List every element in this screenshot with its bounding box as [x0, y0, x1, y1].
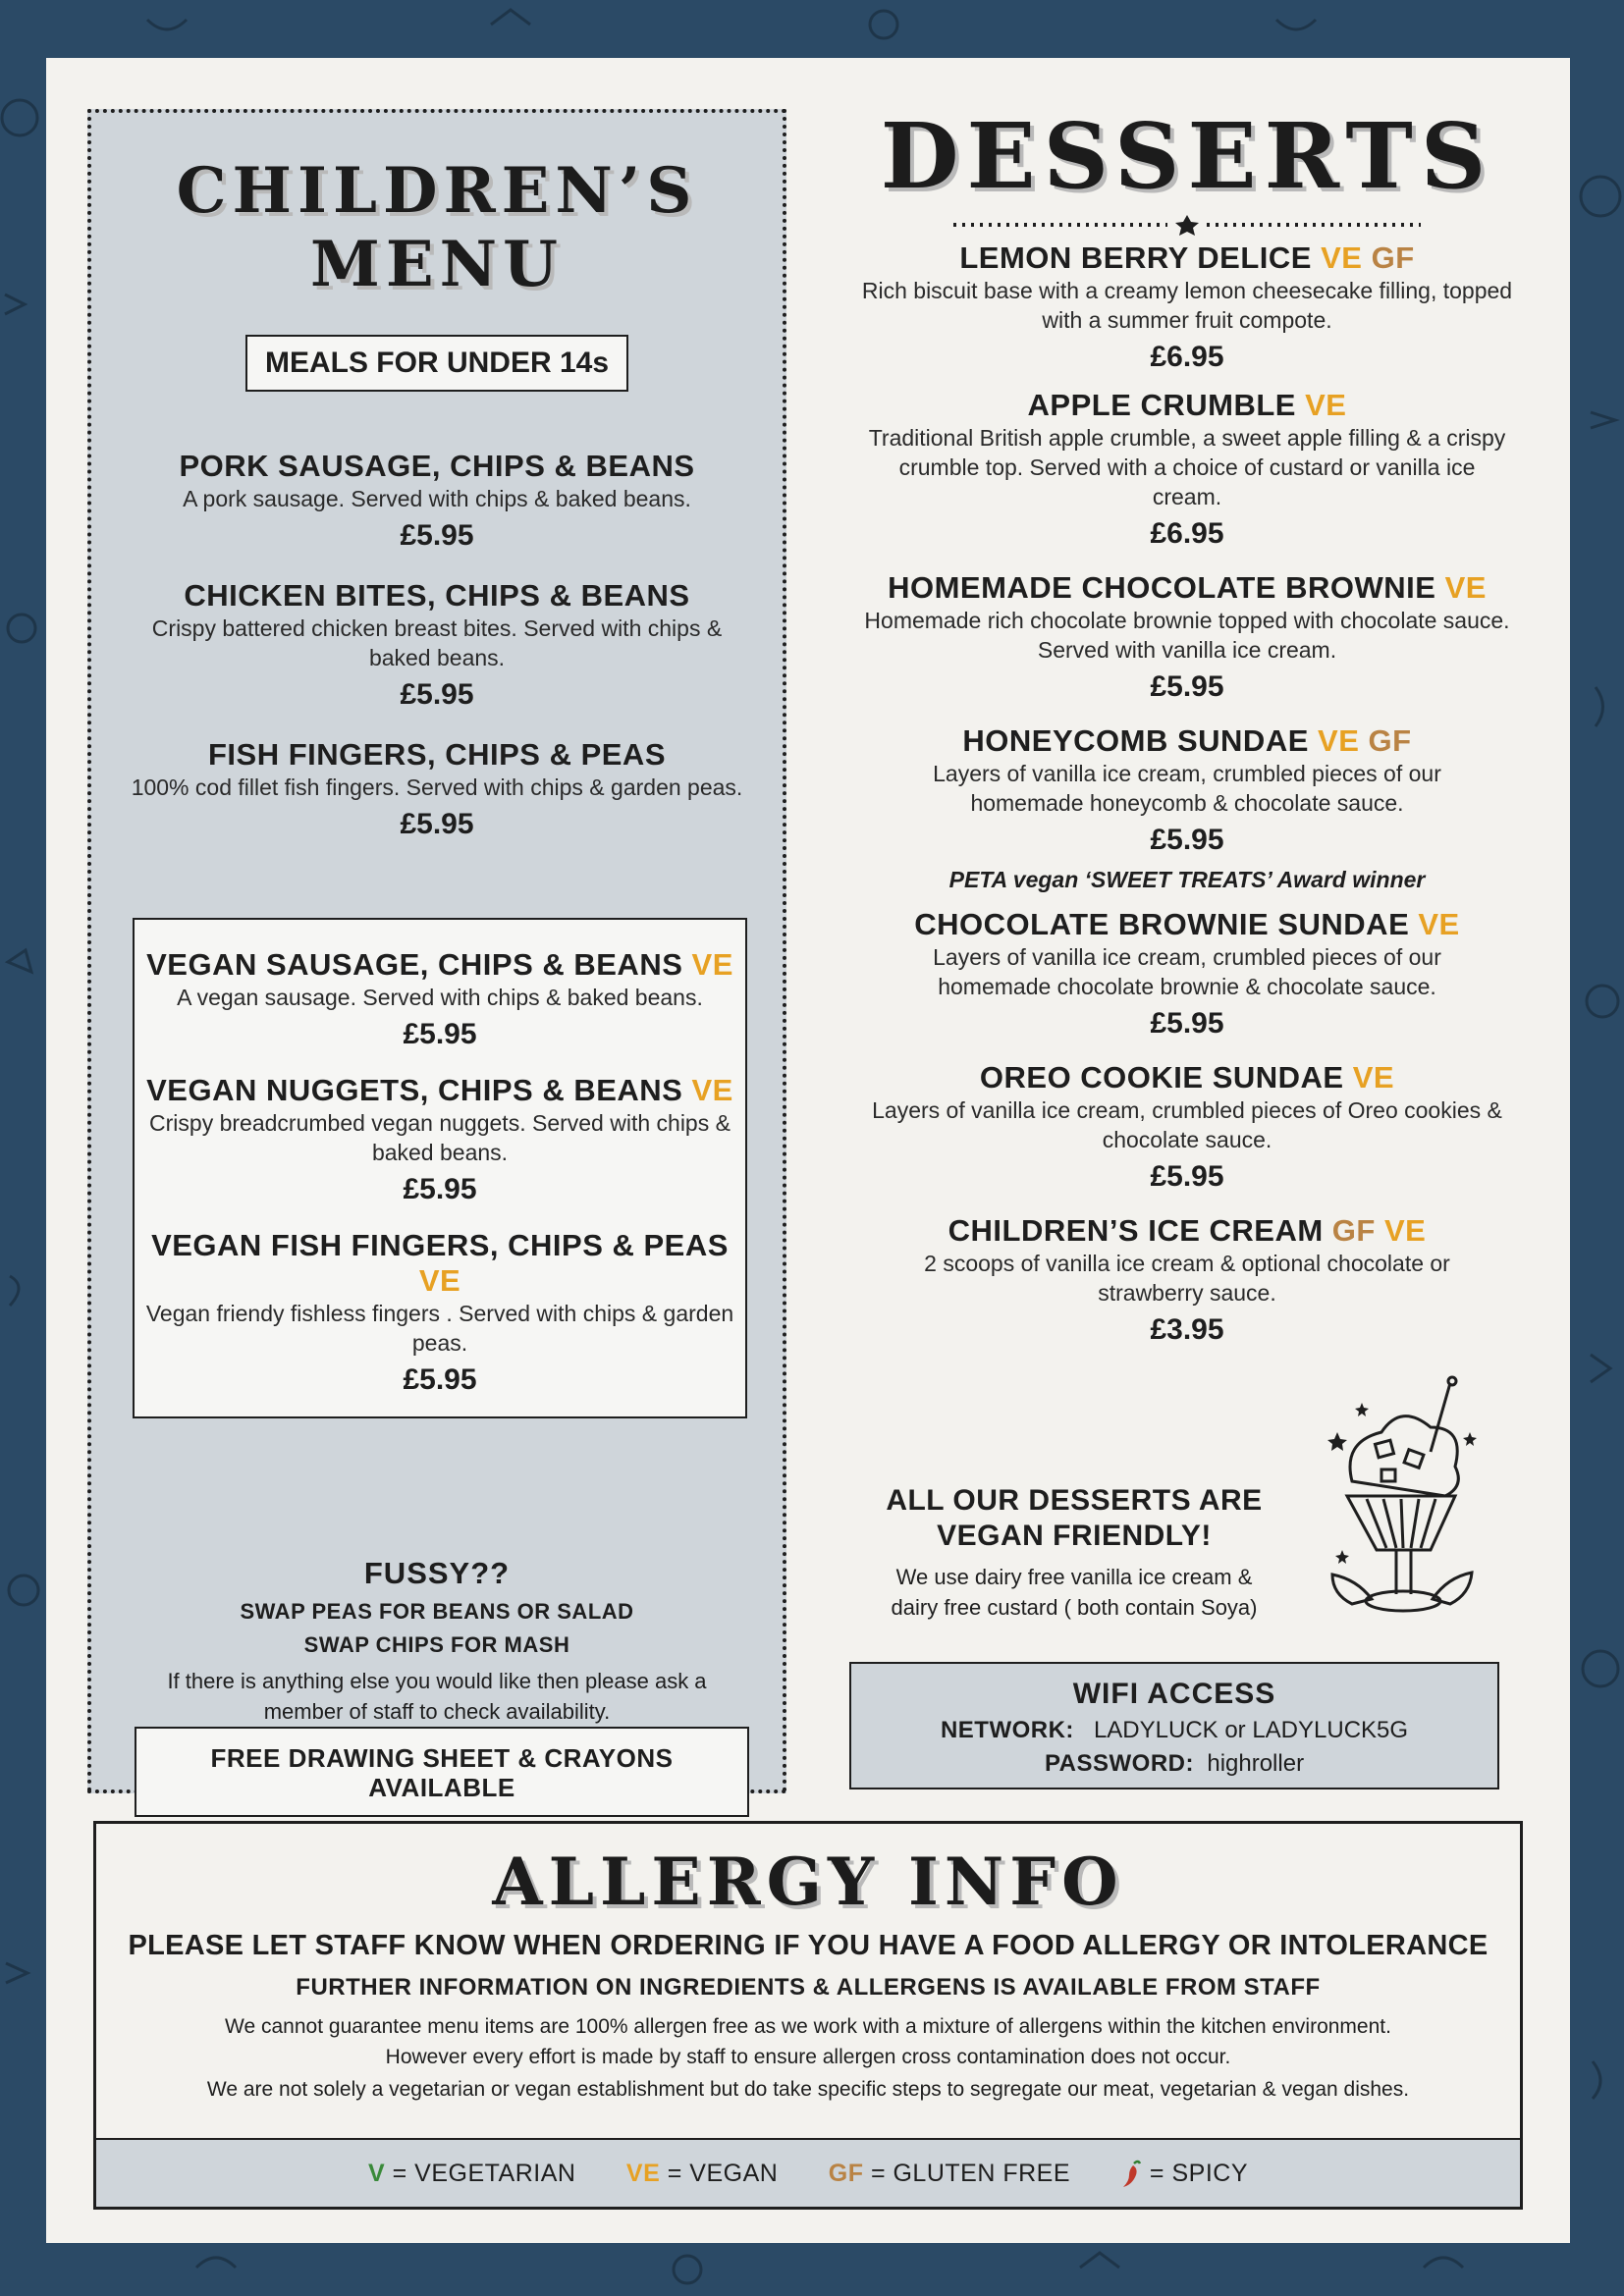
menu-item-price: £5.95 — [400, 519, 474, 552]
wifi-title: WIFI ACCESS — [1072, 1678, 1276, 1710]
dessert-item — [843, 240, 1531, 374]
dessert-desc: Layers of vanilla ice cream, crumbled pieces of our homemade honeycomb & chocolate sauce. — [933, 761, 1441, 816]
legend-spicy: = SPICY — [1120, 2160, 1248, 2187]
menu-item-price: £5.95 — [403, 1363, 477, 1396]
dessert-item — [843, 570, 1531, 704]
vegan-tag: VE — [1318, 723, 1360, 758]
vegan-tag: VE — [1383, 1213, 1427, 1248]
vegan-tag: VE — [418, 1263, 461, 1298]
vegan-friendly-title: ALL OUR DESSERTS ARE VEGAN FRIENDLY! — [886, 1484, 1263, 1552]
menu-item-price: £5.95 — [400, 678, 474, 711]
menu-item — [91, 449, 783, 553]
fussy-swap-chips: SWAP CHIPS FOR MASH — [303, 1632, 570, 1657]
menu-item-name: FISH FINGERS, CHIPS & PEAS — [207, 737, 666, 772]
desserts-panel — [843, 103, 1531, 1361]
dessert-name: HONEYCOMB SUNDAE VE GF — [962, 723, 1412, 758]
star-divider-icon — [951, 213, 1423, 237]
vegan-tag: VE — [1352, 1060, 1395, 1095]
dessert-item — [843, 723, 1531, 857]
menu-item — [135, 1228, 745, 1397]
vegan-tag: VE — [1305, 388, 1347, 422]
vegan-tag: VE — [691, 1073, 733, 1107]
dessert-item — [843, 1060, 1531, 1194]
dessert-price: £3.95 — [1150, 1313, 1224, 1346]
allergy-desc: We cannot guarantee menu items are 100% allergen free as we work with a mixture of allergens within the kitchen environment. However every effort is made by staff to ensure allergen cross contamination does not occur. — [225, 2015, 1391, 2068]
vegan-tag: VE — [1444, 570, 1487, 605]
menu-item-desc: Vegan friendy fishless fingers . Served with chips & garden peas. — [145, 1301, 734, 1356]
menu-item — [135, 1073, 745, 1206]
legend-gluten-free: GF = GLUTEN FREE — [828, 2160, 1071, 2187]
dessert-item — [843, 388, 1531, 551]
fussy-section — [91, 1556, 783, 1727]
dessert-price: £5.95 — [1150, 824, 1224, 856]
menu-item — [91, 578, 783, 712]
menu-item — [135, 947, 745, 1051]
dessert-name: OREO COOKIE SUNDAE VE — [979, 1060, 1395, 1095]
dietary-legend — [96, 2138, 1520, 2207]
dessert-name: LEMON BERRY DELICE VE GF — [959, 240, 1415, 275]
dessert-name: CHOCOLATE BROWNIE SUNDAE VE — [914, 907, 1460, 941]
menu-item-desc: Crispy breadcrumbed vegan nuggets. Served with chips & baked beans. — [149, 1110, 731, 1165]
vegan-tag: VE — [1418, 907, 1460, 941]
vegan-friendly-note — [843, 1483, 1305, 1623]
menu-item-desc: 100% cod fillet fish fingers. Served with chips & garden peas. — [131, 774, 743, 800]
vegan-kids-box — [133, 918, 747, 1418]
gluten-free-tag: GF — [1368, 723, 1412, 758]
allergy-desc-segregation: We are not solely a vegetarian or vegan establishment but do take specific steps to segregate our meat, vegetarian & vegan dishes. — [206, 2078, 1410, 2101]
crayons-note: FREE DRAWING SHEET & CRAYONS AVAILABLE — [135, 1727, 749, 1817]
dessert-price: £6.95 — [1150, 517, 1224, 550]
menu-item-name: VEGAN FISH FINGERS, CHIPS & PEAS VE — [151, 1228, 729, 1298]
allergy-info-title: ALLERGY INFO — [492, 1843, 1124, 1920]
ice-cream-sundae-icon — [1323, 1373, 1489, 1658]
wifi-network: NETWORK: LADYLUCK or LADYLUCK5G — [940, 1717, 1409, 1743]
legend-vegetarian: V = VEGETARIAN — [367, 2160, 576, 2187]
menu-item-desc: A pork sausage. Served with chips & baked beans. — [183, 486, 691, 511]
allergy-main-notice: PLEASE LET STAFF KNOW WHEN ORDERING IF YOU HAVE A FOOD ALLERGY OR INTOLERANCE — [128, 1930, 1489, 1961]
menu-item-desc: A vegan sausage. Served with chips & baked beans. — [177, 985, 703, 1010]
dessert-desc: Homemade rich chocolate brownie topped with chocolate sauce. Served with vanilla ice cream. — [864, 608, 1510, 663]
childrens-menu-list — [91, 449, 783, 841]
dessert-name: HOMEMADE CHOCOLATE BROWNIE VE — [888, 570, 1487, 605]
meals-under-14-badge: MEALS FOR UNDER 14s — [245, 335, 628, 392]
menu-item-price: £5.95 — [403, 1018, 477, 1050]
dessert-name: CHILDREN’S ICE CREAM GF VE — [947, 1213, 1427, 1248]
dessert-desc: 2 scoops of vanilla ice cream & optional chocolate or strawberry sauce. — [924, 1251, 1450, 1306]
fussy-swap-peas: SWAP PEAS FOR BEANS OR SALAD — [240, 1599, 634, 1624]
peta-award: PETA vegan ‘SWEET TREATS’ Award winner — [948, 867, 1426, 892]
dessert-price: £5.95 — [1150, 1160, 1224, 1193]
dessert-price: £6.95 — [1150, 341, 1224, 373]
vegan-tag: VE — [691, 947, 733, 982]
gluten-free-tag: GF — [1331, 1213, 1376, 1248]
menu-item-price: £5.95 — [400, 808, 474, 840]
vegan-tag: VE — [1321, 240, 1363, 275]
fussy-title: FUSSY?? — [363, 1556, 511, 1590]
menu-item-name: VEGAN NUGGETS, CHIPS & BEANS VE — [146, 1073, 733, 1107]
dessert-desc: Traditional British apple crumble, a sweet apple filling & a crispy crumble top. Served with a choice of custard or vanilla ice cream. — [868, 425, 1506, 509]
desserts-title: DESSERTS — [880, 103, 1494, 209]
legend-vegan: VE = VEGAN — [625, 2160, 779, 2187]
dessert-name: APPLE CRUMBLE VE — [1027, 388, 1347, 422]
menu-item — [91, 737, 783, 841]
menu-item-price: £5.95 — [403, 1173, 477, 1205]
allergy-sub-notice: FURTHER INFORMATION ON INGREDIENTS & ALLERGENS IS AVAILABLE FROM STAFF — [296, 1974, 1321, 2001]
wifi-box — [849, 1662, 1499, 1789]
wifi-password: PASSWORD: highroller — [1044, 1750, 1305, 1777]
dessert-desc: Rich biscuit base with a creamy lemon cheesecake filling, topped with a summer fruit compote. — [861, 278, 1513, 333]
menu-item-desc: Crispy battered chicken breast bites. Served with chips & baked beans. — [151, 615, 723, 670]
dessert-item — [843, 907, 1531, 1041]
menu-sheet — [46, 58, 1570, 2243]
chili-pepper-icon — [1120, 2160, 1142, 2189]
childrens-menu-title: CHILDREN’S MENU — [176, 154, 698, 301]
childrens-menu-panel — [87, 109, 786, 1802]
dessert-desc: Layers of vanilla ice cream, crumbled pieces of Oreo cookies & chocolate sauce. — [872, 1097, 1502, 1152]
dessert-desc: Layers of vanilla ice cream, crumbled pieces of our homemade chocolate brownie & chocolate sauce. — [933, 944, 1441, 999]
menu-item-name: CHICKEN BITES, CHIPS & BEANS — [184, 578, 690, 613]
dessert-price: £5.95 — [1150, 1007, 1224, 1040]
vegan-friendly-desc: We use dairy free vanilla ice cream & dairy free custard ( both contain Soya) — [891, 1565, 1258, 1620]
menu-item-name: PORK SAUSAGE, CHIPS & BEANS — [179, 449, 695, 483]
fussy-desc: If there is anything else you would like then please ask a member of staff to check availability. — [167, 1669, 707, 1724]
menu-item-name: VEGAN SAUSAGE, CHIPS & BEANS VE — [146, 947, 733, 982]
allergy-info-box — [93, 1821, 1523, 2210]
dessert-price: £5.95 — [1150, 670, 1224, 703]
dessert-item — [843, 1213, 1531, 1347]
gluten-free-tag: GF — [1371, 240, 1415, 275]
